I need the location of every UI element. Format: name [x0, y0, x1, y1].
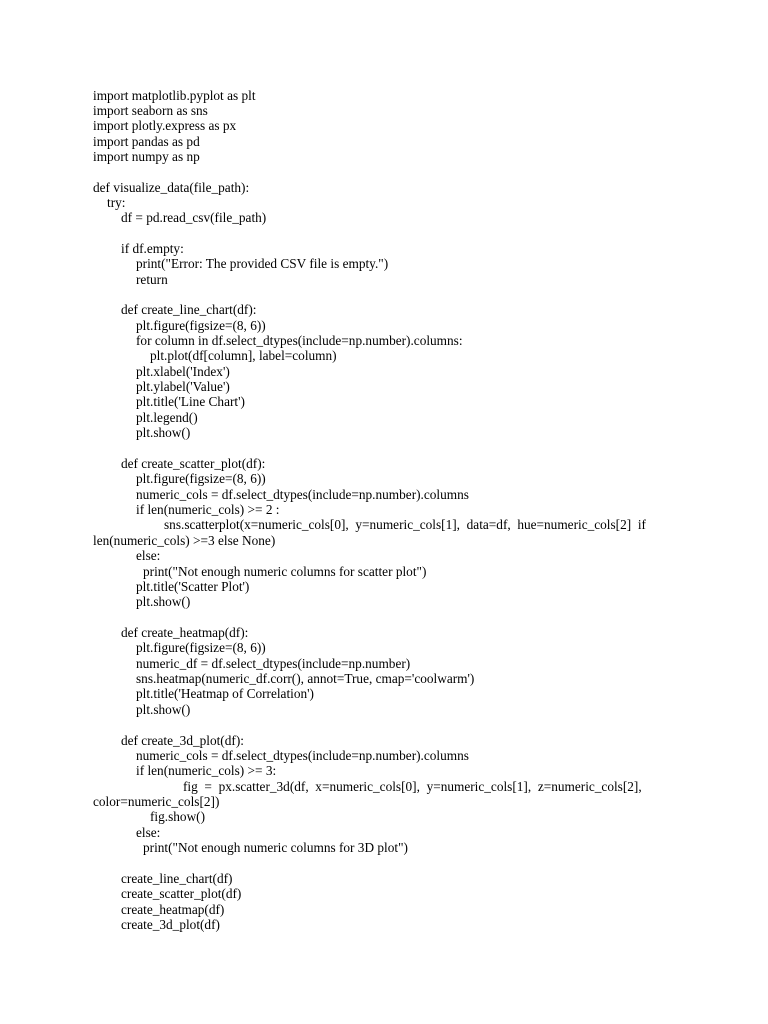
code-line: plt.xlabel('Index'): [136, 364, 230, 379]
code-line: if len(numeric_cols) >= 2 :: [136, 502, 280, 517]
code-line: plt.legend(): [136, 410, 198, 425]
code-line: plt.title('Line Chart'): [136, 394, 245, 409]
code-line: create_scatter_plot(df): [121, 886, 242, 901]
code-line: print("Not enough numeric columns for 3D plot"): [143, 840, 408, 855]
code-line: plt.figure(figsize=(8, 6)): [136, 640, 266, 655]
code-line: plt.show(): [136, 702, 191, 717]
code-line: create_3d_plot(df): [121, 917, 220, 932]
code-line: if len(numeric_cols) >= 3:: [136, 763, 277, 778]
code-line: return: [136, 272, 168, 287]
code-line: import matplotlib.pyplot as plt: [93, 88, 256, 103]
code-line: def create_3d_plot(df):: [121, 733, 244, 748]
code-line: numeric_cols = df.select_dtypes(include=np.number).columns: [136, 487, 469, 502]
code-line: def create_heatmap(df):: [121, 625, 249, 640]
code-line: plt.figure(figsize=(8, 6)): [136, 471, 266, 486]
code-line: plt.title('Heatmap of Correlation'): [136, 686, 314, 701]
code-line: create_line_chart(df): [121, 871, 233, 886]
code-line: sns.scatterplot(x=numeric_cols[0], y=numeric_cols[1], data=df, hue=numeric_cols[2] if: [164, 517, 646, 532]
code-line: fig = px.scatter_3d(df, x=numeric_cols[0], y=numeric_cols[1], z=numeric_cols[2],: [183, 779, 642, 794]
code-line: else:: [136, 548, 161, 563]
code-line: if df.empty:: [121, 241, 184, 256]
code-line: numeric_cols = df.select_dtypes(include=np.number).columns: [136, 748, 469, 763]
code-line: df = pd.read_csv(file_path): [121, 210, 267, 225]
code-line: plt.figure(figsize=(8, 6)): [136, 318, 266, 333]
code-line: try:: [107, 195, 126, 210]
code-line: import seaborn as sns: [93, 103, 208, 118]
code-line: plt.show(): [136, 425, 191, 440]
code-line: def create_line_chart(df):: [121, 302, 257, 317]
code-line: print("Error: The provided CSV file is empty."): [136, 256, 389, 271]
code-line: plt.plot(df[column], label=column): [150, 348, 337, 363]
code-line: numeric_df = df.select_dtypes(include=np.number): [136, 656, 411, 671]
code-line: sns.heatmap(numeric_df.corr(), annot=True, cmap='coolwarm'): [136, 671, 475, 686]
code-line: color=numeric_cols[2]): [93, 794, 220, 809]
code-line: import pandas as pd: [93, 134, 200, 149]
code-line: len(numeric_cols) >=3 else None): [93, 533, 276, 548]
code-line: plt.title('Scatter Plot'): [136, 579, 250, 594]
code-line: import plotly.express as px: [93, 118, 237, 133]
code-line: import numpy as np: [93, 149, 200, 164]
code-line: def visualize_data(file_path):: [93, 180, 250, 195]
code-line: def create_scatter_plot(df):: [121, 456, 266, 471]
code-line: plt.ylabel('Value'): [136, 379, 230, 394]
code-line: plt.show(): [136, 594, 191, 609]
code-line: else:: [136, 825, 161, 840]
code-line: fig.show(): [150, 809, 206, 824]
code-line: print("Not enough numeric columns for scatter plot"): [143, 564, 427, 579]
code-line: for column in df.select_dtypes(include=np.number).columns:: [136, 333, 463, 348]
code-line: create_heatmap(df): [121, 902, 225, 917]
